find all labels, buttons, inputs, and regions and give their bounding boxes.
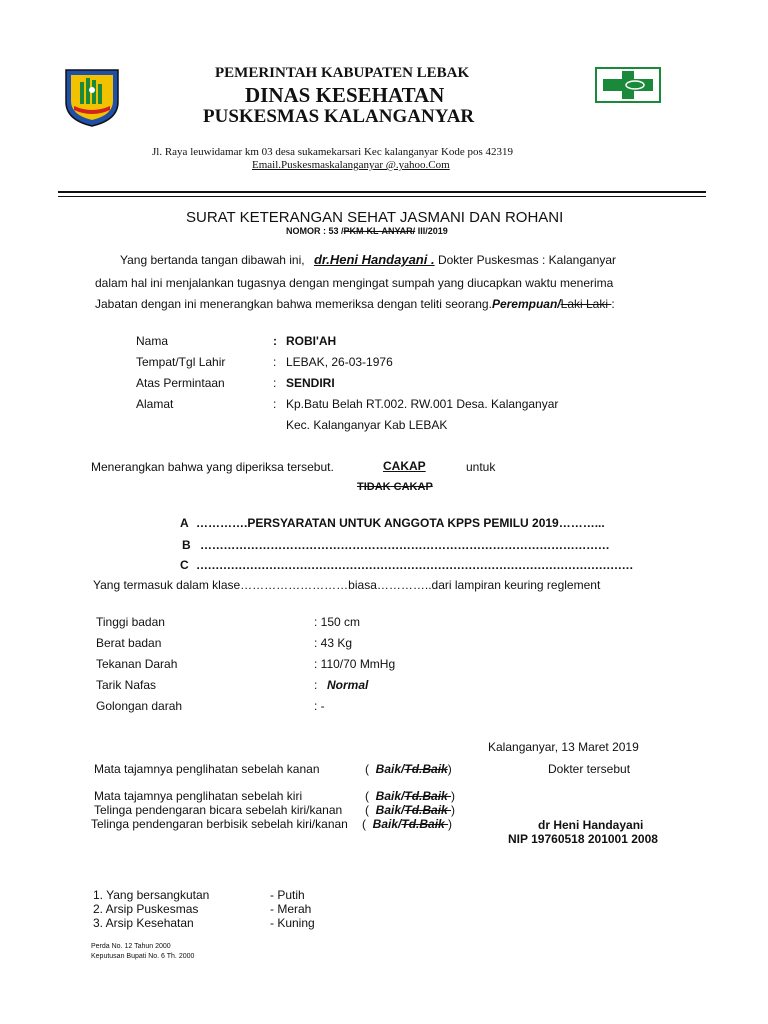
header-rule-thin	[58, 196, 706, 197]
sense-value-speech-ear: ( Baik/Td.Baik )	[365, 803, 456, 817]
letter-title: SURAT KETERANGAN SEHAT JASMANI DAN ROHANI	[186, 209, 564, 226]
sense-value-right-eye: ( Baik/Td.Baik)	[365, 762, 452, 776]
purpose-text-a: ………….PERSYARATAN UNTUK ANGGOTA KPPS PEMILU 2019………...	[196, 516, 605, 530]
sense-label-left-eye: Mata tajamnya penglihatan sebelah kiri	[94, 789, 303, 803]
identity-sep-request: :	[273, 376, 277, 390]
identity-sep-name: :	[273, 334, 277, 348]
identity-value-birth: LEBAK, 26-03-1976	[286, 355, 393, 369]
health-cross-logo	[595, 67, 661, 103]
signature-name: dr Heni Handayani	[538, 818, 644, 832]
intro-line1: Yang bertanda tangan dibawah ini, dr.Heni Handayani . Dokter Puskesmas : Kalanganyar	[120, 252, 617, 267]
letter-number: NOMOR : 53 /PKM-KL-ANYAR/ III/2019	[286, 226, 448, 236]
identity-value-address-line2: Kec. Kalanganyar Kab LEBAK	[286, 418, 448, 432]
header-line1: PEMERINTAH KABUPATEN LEBAK	[215, 65, 470, 81]
vital-sep-breath: :	[314, 678, 318, 692]
vital-value-blood: : -	[314, 699, 325, 713]
identity-value-request: SENDIRI	[286, 376, 335, 390]
vital-label-height: Tinggi badan	[96, 615, 165, 629]
vital-value-weight: : 43 Kg	[314, 636, 353, 650]
distribution-color-1: - Putih	[270, 888, 305, 902]
verdict-cakap: CAKAP	[383, 459, 426, 473]
distribution-item-3: 3. Arsip Kesehatan	[93, 916, 194, 930]
distribution-color-3: - Kuning	[270, 916, 315, 930]
vital-label-blood: Golongan darah	[96, 699, 183, 713]
identity-label-request: Atas Permintaan	[136, 376, 225, 390]
sense-label-right-eye: Mata tajamnya penglihatan sebelah kanan	[94, 762, 320, 776]
vital-label-breath: Tarik Nafas	[96, 678, 157, 692]
purpose-text-b: ……………………………………………………………………………………………	[200, 538, 610, 552]
intro-line3: Jabatan dengan ini menerangkan bahwa memeriksa dengan teliti seorang.Perempuan/Laki Laki :	[95, 297, 615, 311]
identity-label-birth: Tempat/Tgl Lahir	[136, 355, 226, 369]
distribution-item-1: 1. Yang bersangkutan	[93, 888, 210, 902]
sense-value-left-eye: ( Baik/Td.Baik )	[365, 789, 456, 803]
purpose-text-c: ……………………………………………………………………………………………………	[196, 558, 633, 572]
footnote-1: Perda No. 12 Tahun 2000	[91, 943, 171, 950]
vital-label-bp: Tekanan Darah	[96, 657, 178, 671]
footnote-2: Keputusan Bupati No. 6 Th. 2000	[91, 953, 195, 960]
intro-line2: dalam hal ini menjalankan tugasnya dengan mengingat sumpah yang diucapkan waktu menerima	[95, 276, 614, 290]
signature-nip: NIP 19760518 201001 2008	[508, 832, 658, 846]
doctor-name: dr.Heni Handayani .	[313, 252, 435, 267]
sense-value-whisper-ear: ( Baik/Td.Baik )	[362, 817, 453, 831]
lebak-crest-logo	[62, 66, 122, 128]
identity-value-address: Kp.Batu Belah RT.002. RW.001 Desa. Kalanganyar	[286, 397, 559, 411]
verdict-untuk: untuk	[466, 460, 496, 474]
doctor-title: Dokter tersebut	[548, 762, 631, 776]
vital-label-weight: Berat badan	[96, 636, 162, 650]
header-email: Email.Puskesmaskalanganyar @.yahoo.Com	[252, 159, 450, 171]
klase-line: Yang termasuk dalam klase………………………biasa…………..dari lampiran keuring reglement	[93, 578, 601, 592]
purpose-letter-a: A	[180, 516, 189, 530]
identity-label-address: Alamat	[136, 397, 174, 411]
vital-value-height: : 150 cm	[314, 615, 361, 629]
header-line3: PUSKESMAS KALANGANYAR	[203, 106, 475, 127]
purpose-letter-b: B	[182, 538, 191, 552]
identity-sep-birth: :	[273, 355, 277, 369]
identity-value-name: ROBI'AH	[286, 334, 337, 348]
distribution-color-2: - Merah	[270, 902, 312, 916]
sense-label-whisper-ear: Telinga pendengaran berbisik sebelah kiri/kanan	[91, 817, 348, 831]
verdict-text: Menerangkan bahwa yang diperiksa tersebut.	[91, 460, 334, 474]
header-line2: DINAS KESEHATAN	[245, 83, 445, 107]
verdict-tidak-cakap: TIDAK CAKAP	[357, 481, 433, 493]
sense-label-speech-ear: Telinga pendengaran bicara sebelah kiri/kanan	[94, 803, 343, 817]
vital-value-bp: : 110/70 MmHg	[314, 657, 396, 671]
purpose-letter-c: C	[180, 558, 189, 572]
identity-sep-address: :	[273, 397, 277, 411]
header-rule-thick	[58, 191, 706, 193]
distribution-item-2: 2. Arsip Puskesmas	[93, 902, 199, 916]
vital-value-breath: Normal	[327, 678, 369, 692]
place-date: Kalanganyar, 13 Maret 2019	[488, 740, 639, 754]
identity-label-name: Nama	[136, 334, 169, 348]
header-address: Jl. Raya leuwidamar km 03 desa sukamekarsari Kec kalanganyar Kode pos 42319	[152, 146, 514, 158]
